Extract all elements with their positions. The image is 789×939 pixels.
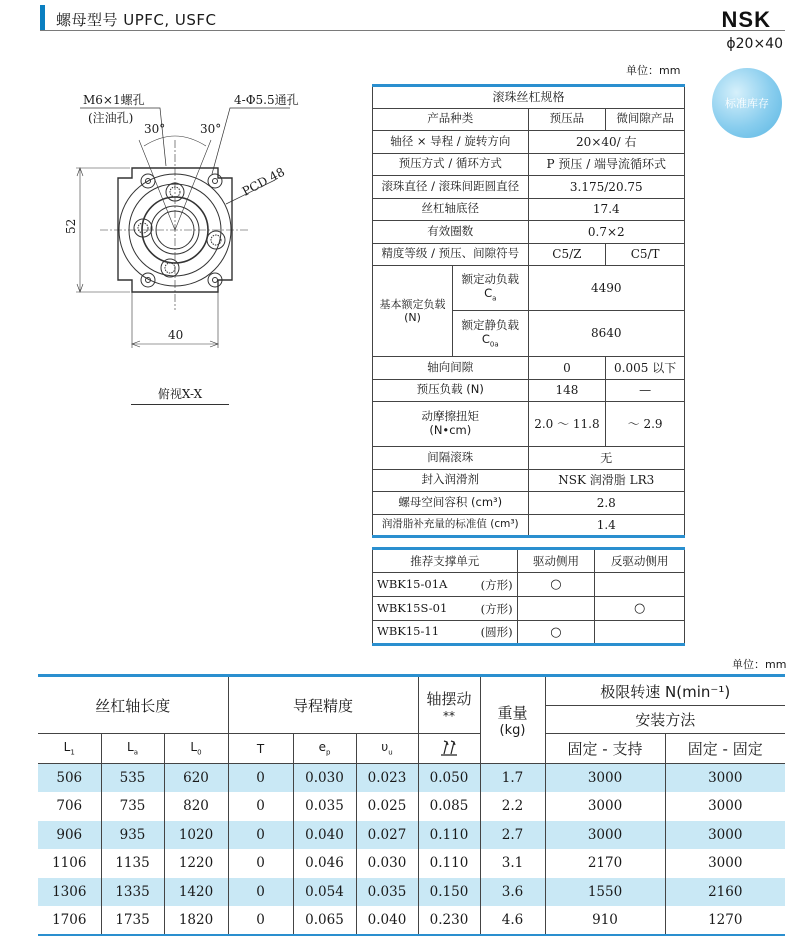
cell-speed-fixed-fixed: 1270 xyxy=(665,906,785,935)
cell-weight: 4.6 xyxy=(480,906,545,935)
table-row xyxy=(38,764,785,793)
cell-runout: 0.050 xyxy=(418,764,480,793)
static-load-symbol: C xyxy=(481,331,490,346)
spec-row-torque: 动摩擦扭矩 (N•cm) 2.0 ～ 11.8 ～ 2.9 xyxy=(373,402,685,447)
load-group-unit: (N) xyxy=(404,311,421,324)
support-unit-shape: (方形) xyxy=(480,577,513,592)
cell-t: 0 xyxy=(228,764,293,793)
cell-vu: 0.040 xyxy=(356,906,418,935)
cell-vu: 0.030 xyxy=(356,849,418,878)
support-unit-shape: (圆形) xyxy=(480,625,513,639)
callout-oil-hole: (注油孔) xyxy=(88,111,134,125)
cell-t: 0 xyxy=(228,792,293,821)
spec-row-dynamic-load xyxy=(373,266,685,357)
angle-right-label: 30° xyxy=(200,122,222,136)
page-title: 螺母型号 UPFC, USFC xyxy=(56,11,217,29)
cell-speed-fixed-support: 3000 xyxy=(545,792,665,821)
table-row xyxy=(38,821,785,850)
cell-runout: 0.110 xyxy=(418,821,480,850)
support-header-drive: 驱动侧用 xyxy=(517,549,595,573)
cell-la: 735 xyxy=(101,792,164,821)
cell-speed-fixed-support: 3000 xyxy=(545,764,665,793)
torque-unit: (N•cm) xyxy=(429,423,472,437)
sym-lo: L xyxy=(190,740,198,755)
cell-la: 1735 xyxy=(101,906,164,935)
page-header xyxy=(40,5,785,31)
spec-row-grade: 精度等级 / 预压、间隙符号 C5/Z C5/T xyxy=(373,243,685,266)
cell-la: 535 xyxy=(101,764,164,793)
static-load-label: 额定静负载 xyxy=(461,317,520,332)
dim-height-label: 52 xyxy=(64,218,78,234)
cell-weight: 3.6 xyxy=(480,878,545,907)
header-lead-accuracy: 导程精度 xyxy=(228,676,418,734)
spec-row-product-type: 产品种类 预压品 微间隙产品 xyxy=(373,108,685,131)
support-drive-mark xyxy=(517,597,595,621)
unit-label-bottom: 单位：mm xyxy=(732,658,787,671)
sym-ep: e xyxy=(318,740,326,755)
support-drive-mark: ○ xyxy=(517,573,595,597)
cell-runout: 0.085 xyxy=(418,792,480,821)
cell-vu: 0.023 xyxy=(356,764,418,793)
sym-la: L xyxy=(127,740,134,755)
cell-ep: 0.030 xyxy=(293,764,356,793)
pcd-label: PCD 48 xyxy=(239,164,287,199)
cell-speed-fixed-support: 1550 xyxy=(545,878,665,907)
cell-speed-fixed-fixed: 3000 xyxy=(665,849,785,878)
cell-l1: 906 xyxy=(38,821,101,850)
cell-speed-fixed-fixed: 3000 xyxy=(665,821,785,850)
unit-label-top: 单位：mm xyxy=(626,64,681,77)
cell-l1: 506 xyxy=(38,764,101,793)
cell-l1: 1306 xyxy=(38,878,101,907)
cell-lo: 1020 xyxy=(164,821,228,850)
standard-stock-badge: 标准库存 xyxy=(712,68,782,138)
cell-ep: 0.046 xyxy=(293,849,356,878)
spec-row-turns: 有效圈数 0.7×2 xyxy=(373,221,685,244)
cell-vu: 0.027 xyxy=(356,821,418,850)
support-unit-shape: (方形) xyxy=(480,601,513,616)
support-row xyxy=(373,597,685,621)
spec-title: 滚珠丝杠规格 xyxy=(373,86,685,109)
dynamic-load-label: 额定动负载 xyxy=(461,272,520,287)
header-speed-limit: 极限转速 N(min⁻¹) xyxy=(545,676,785,706)
cell-ep: 0.065 xyxy=(293,906,356,935)
header-mount-method: 安装方法 xyxy=(545,706,785,734)
cell-runout: 0.150 xyxy=(418,878,480,907)
drawing-caption: 俯视X-X xyxy=(131,385,229,405)
cell-la: 1135 xyxy=(101,849,164,878)
cell-t: 0 xyxy=(228,878,293,907)
callout-through-holes: 4-Φ5.5通孔 xyxy=(234,93,299,107)
table-row xyxy=(38,792,785,821)
support-header-non-drive: 反驱动侧用 xyxy=(595,549,685,573)
spec-row-ball-diameter: 滚珠直径 / 滚珠间距圆直径 3.175/20.75 xyxy=(373,176,685,199)
support-row xyxy=(373,621,685,645)
spec-row-spacer: 间隔滚珠 无 xyxy=(373,447,685,470)
spec-row-grease: 润滑脂补充量的标准值 (cm³) 1.4 xyxy=(373,514,685,537)
table-row xyxy=(38,849,785,878)
cell-la: 935 xyxy=(101,821,164,850)
cell-lo: 1420 xyxy=(164,878,228,907)
nut-drawing xyxy=(40,80,330,410)
spec-row-nut-volume: 螺母空间容积 (cm³) 2.8 xyxy=(373,492,685,515)
spec-row-lubricant: 封入润滑剂 NSK 润滑脂 LR3 xyxy=(373,469,685,492)
shaft-length-table-body xyxy=(38,764,785,935)
header-shaft-length: 丝杠轴长度 xyxy=(38,676,228,734)
support-non-drive-mark xyxy=(595,573,685,597)
support-non-drive-mark xyxy=(595,621,685,645)
cell-l1: 706 xyxy=(38,792,101,821)
table-row xyxy=(38,906,785,935)
support-unit-name: WBK15-01A xyxy=(377,576,448,591)
support-non-drive-mark: ○ xyxy=(595,597,685,621)
cell-lo: 820 xyxy=(164,792,228,821)
dynamic-load-sub: a xyxy=(492,294,497,303)
cell-t: 0 xyxy=(228,821,293,850)
header-weight: 重量 xyxy=(497,704,528,722)
dim-width-label: 40 xyxy=(168,328,184,342)
static-load-sub: 0a xyxy=(489,339,499,348)
header-runout: 轴摆动 xyxy=(426,689,472,708)
spec-row-root-diameter: 丝杠轴底径 17.4 xyxy=(373,198,685,221)
static-load-value: 8640 xyxy=(591,326,622,341)
cell-ep: 0.054 xyxy=(293,878,356,907)
cell-vu: 0.025 xyxy=(356,792,418,821)
cell-runout: 0.110 xyxy=(418,849,480,878)
angle-left-label: 30° xyxy=(144,122,166,136)
header-weight-unit: (kg) xyxy=(499,723,526,738)
support-unit-name: WBK15-11 xyxy=(377,624,440,638)
shaft-length-table: 丝杠轴长度 导程精度 轴摆动 ** 重量 (kg) 极限转速 N(min⁻¹) 安装方法 $L_1$ $L_a$ $L_0$ T $e_p$ $\upsilon_u$ 固定 - 支持 固定 - 固定 506 535 620 0 0.030 0.023 0.050 1.7 3000 3000 706 735 820 0 0.035 0.025 0.085 2.2 3000 3000 906 935 1020 0 0.040 0.027 0.110 2.7 3000 3000 1106 1135 1220 0 0.046 0.030 0.110 3.1 2170 3000 1306 1335 1420 0 0.054 0.035 0.150 3.6 1550 2160 1706 1735 1820 0 0.065 0.040 0.230 4.6 910 1270 xyxy=(38,674,785,936)
sym-l1: L xyxy=(63,740,71,755)
dynamic-load-value: 4490 xyxy=(529,266,684,311)
cell-ep: 0.040 xyxy=(293,821,356,850)
callout-m6-thread: M6×1螺孔 xyxy=(83,93,145,107)
header-fixed-fixed: 固定 - 固定 xyxy=(665,734,785,764)
torque-label: 动摩擦扭矩 xyxy=(421,409,480,424)
spec-row-preload-method: 预压方式 / 循环方式 P 预压 / 端导流循环式 xyxy=(373,153,685,176)
cell-la: 1335 xyxy=(101,878,164,907)
runout-symbol-icon xyxy=(438,737,460,757)
cell-weight: 2.2 xyxy=(480,792,545,821)
cell-speed-fixed-support: 2170 xyxy=(545,849,665,878)
cell-t: 0 xyxy=(228,906,293,935)
cell-l1: 1706 xyxy=(38,906,101,935)
spec-row-clearance: 轴向间隙 0 0.005 以下 xyxy=(373,357,685,380)
support-drive-mark: ○ xyxy=(517,621,595,645)
cell-speed-fixed-fixed: 3000 xyxy=(665,764,785,793)
support-row xyxy=(373,573,685,597)
cell-weight: 1.7 xyxy=(480,764,545,793)
spec-row-shaft: 轴径 × 导程 / 旋转方向 20×40/ 右 xyxy=(373,131,685,154)
ball-screw-spec-table xyxy=(372,84,685,538)
cell-lo: 1820 xyxy=(164,906,228,935)
dynamic-load-symbol: C xyxy=(484,286,493,301)
cell-weight: 2.7 xyxy=(480,821,545,850)
header-fixed-support: 固定 - 支持 xyxy=(545,734,665,764)
cell-speed-fixed-support: 910 xyxy=(545,906,665,935)
cell-weight: 3.1 xyxy=(480,849,545,878)
cell-speed-fixed-support: 3000 xyxy=(545,821,665,850)
sym-t: T xyxy=(228,734,293,764)
support-unit-table xyxy=(372,547,685,646)
size-code: ϕ20×40 xyxy=(726,36,783,52)
support-unit-name: WBK15S-01 xyxy=(377,600,448,615)
nsk-logo: NSK xyxy=(721,7,771,32)
table-row xyxy=(38,878,785,907)
cell-lo: 1220 xyxy=(164,849,228,878)
cell-vu: 0.035 xyxy=(356,878,418,907)
header-runout-note: ** xyxy=(443,708,455,723)
spec-row-preload-load: 预压负载 (N) 148 — xyxy=(373,379,685,402)
header-accent-bar xyxy=(40,5,45,30)
sym-vu: υ xyxy=(381,740,389,755)
cell-ep: 0.035 xyxy=(293,792,356,821)
support-header-unit: 推荐支撑单元 xyxy=(373,549,518,573)
cell-l1: 1106 xyxy=(38,849,101,878)
cell-runout: 0.230 xyxy=(418,906,480,935)
load-group-label: 基本额定负载 xyxy=(379,297,446,311)
cell-speed-fixed-fixed: 2160 xyxy=(665,878,785,907)
cell-t: 0 xyxy=(228,849,293,878)
cell-lo: 620 xyxy=(164,764,228,793)
cell-speed-fixed-fixed: 3000 xyxy=(665,792,785,821)
